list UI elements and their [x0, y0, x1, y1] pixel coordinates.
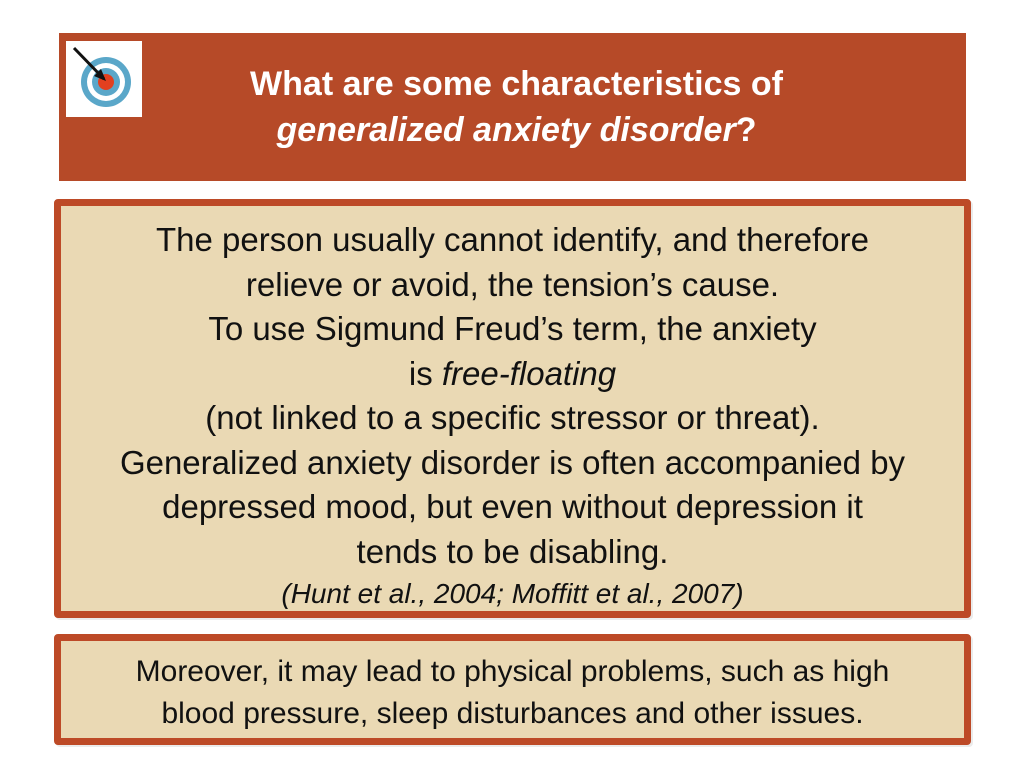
main-line-8: tends to be disabling. [356, 532, 669, 570]
title-italic-term: generalized anxiety disorder [276, 111, 736, 149]
main-line-4-prefix: is [408, 354, 442, 392]
page-title [159, 61, 874, 153]
main-line-4 [61, 352, 964, 397]
bottom-line-1: Moreover, it may lead to physical problems, such as high [135, 655, 890, 688]
bottom-line-2: blood pressure, sleep disturbances and other issues. [161, 697, 864, 730]
title-line-1: What are some characteristics of [250, 65, 783, 103]
citation: (Hunt et al., 2004; Moffitt et al., 2007) [281, 578, 744, 609]
main-line-7: depressed mood, but even without depression it [162, 488, 863, 525]
main-line-6: Generalized anxiety disorder is often accompanied by [119, 443, 906, 481]
main-line-5: (not linked to a specific stressor or threat). [205, 399, 820, 436]
title-line-2 [159, 107, 874, 153]
title-banner [59, 33, 966, 181]
target-arrow-icon [66, 41, 142, 117]
free-floating-term: free-floating [441, 354, 617, 392]
main-line-1: The person usually cannot identify, and therefore [156, 221, 869, 258]
main-text-box [54, 199, 971, 618]
main-line-2: relieve or avoid, the tension’s cause. [245, 265, 780, 303]
title-question-mark: ? [735, 111, 757, 149]
main-line-3: To use Sigmund Freud’s term, the anxiety [208, 310, 817, 347]
bottom-text-box [54, 634, 971, 745]
